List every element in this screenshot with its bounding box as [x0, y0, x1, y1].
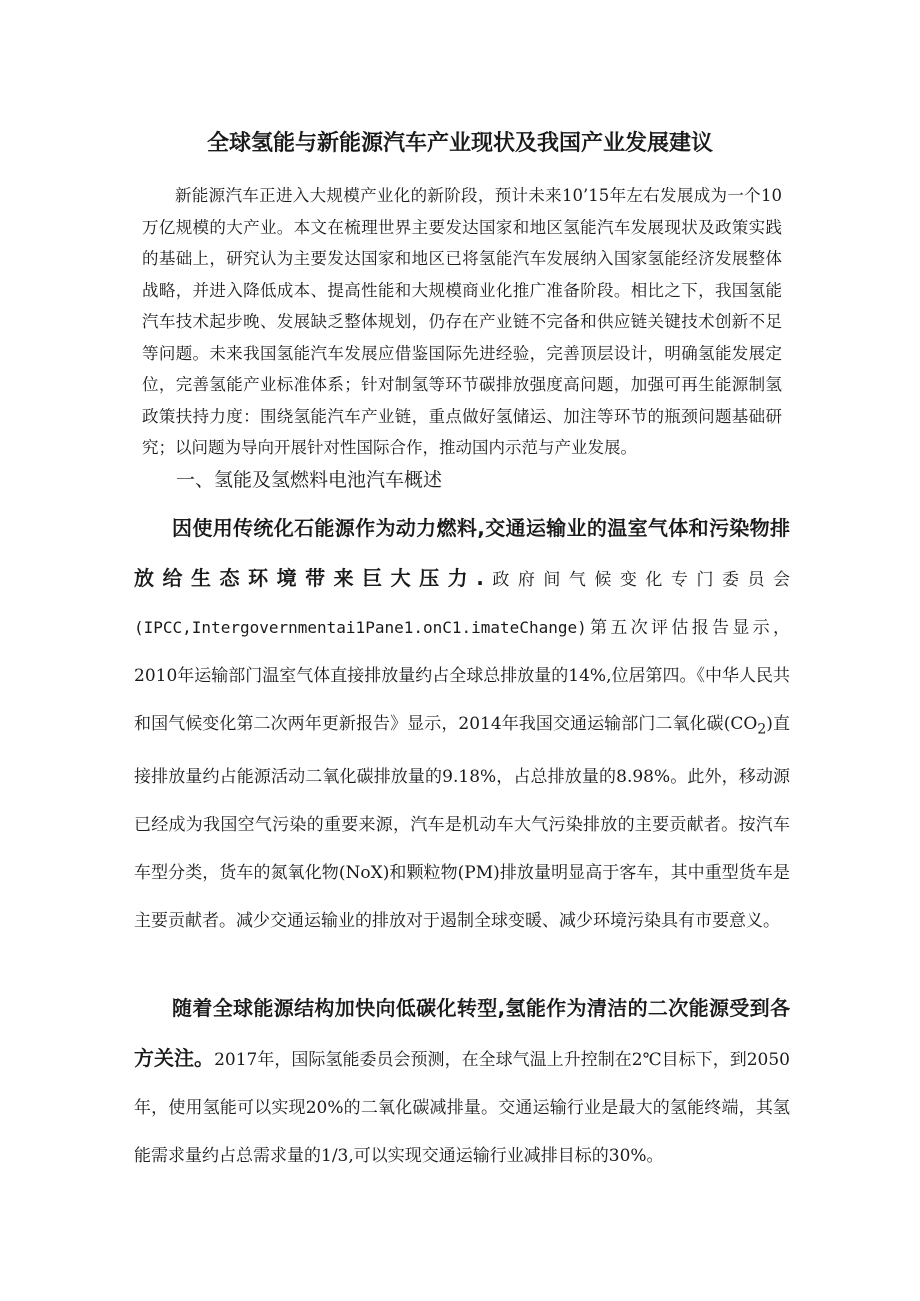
paragraph-text: 2017年，国际氢能委员会预测，在全球气温上升控制在2℃目标下，到2050年，使用氢能可以实现20%的二氧化碳减排量。交通运输行业是最大的氢能终端，其氢能需求量约占总需求量的1/3,可以实现交通运输行业减排目标的30%。 — [134, 1050, 791, 1166]
document-title: 全球氢能与新能源汽车产业现状及我国产业发展建议 — [206, 131, 713, 156]
paragraph-text: 政府间气候变化专门委员会 — [483, 570, 790, 590]
ipcc-reference: (IPCC,Intergovernmentai1Pane1.onC1.imateChange) — [134, 618, 587, 637]
paragraph-lead-sentence: 随着全球能源结构加快向低碳化转型,氢能作为清洁的二次能源受到各方关注。 — [134, 996, 790, 1070]
co2-subscript: 2 — [757, 721, 767, 738]
abstract-paragraph: 新能源汽车正进入大规模产业化的新阶段，预计未来10’15年左右发展成为一个10万亿规模的大产业。本文在梳理世界主要发达国家和地区氢能汽车发展现状及政策实践的基础上，研究认为主要发达国家和地区已将氢能汽车发展纳入国家氢能经济发展整体战略，并进入降低成本、提高性能和大规模商业化推广准备阶段。相比之下，我国氢能汽车技术起步晚、发展缺乏整体规划，仍存在产业链不完备和供应链关键技术创新不足等问题。未来我国氢能汽车发展应借鉴国际先进经验，完善顶层设计，明确氢能发展定位，完善氢能产业标准体系；针对制氢等环节碳排放强度高问题，加强可再生能源制氢政策扶持力度：围绕氢能汽车产业链，重点做好氢储运、加注等环节的瓶颈问题基础研究；以问题为导向开展针对性国际合作，推动国内示范与产业发展。 — [142, 186, 782, 457]
section-heading: 一、氢能及氢燃料电池汽车概述 — [176, 469, 443, 491]
body-paragraph-2 — [134, 984, 790, 1180]
paragraph-text: 第五次评估报告显示，2010年运输部门温室气体直接排放量约占全球总排放量的14%,位居第四。《中华人民共和国气候变化第二次两年更新报告》显示，2014年我国交通运输部门二氧化碳(CO — [134, 618, 790, 734]
body-paragraph-1 — [134, 504, 790, 945]
paragraph-lead-sentence: 因使用传统化石能源作为动力燃料,交通运输业的温室气体和污染物排放给生态环境带来巨大压力. — [134, 516, 790, 590]
paragraph-text: )直接排放量约占能源活动二氧化碳排放量的9.18%，占总排放量的8.98%。此外，移动源已经成为我国空气污染的重要来源，汽车是机动车大气污染排放的主要贡献者。按汽车车型分类，货车的氮氧化物(NoX)和颗粒物(PM)排放量明显高于客车，其中重型货车是主要贡献者。减少交通运输业的排放对于遏制全球变暖、减少环境污染具有市要意义。 — [134, 714, 790, 932]
